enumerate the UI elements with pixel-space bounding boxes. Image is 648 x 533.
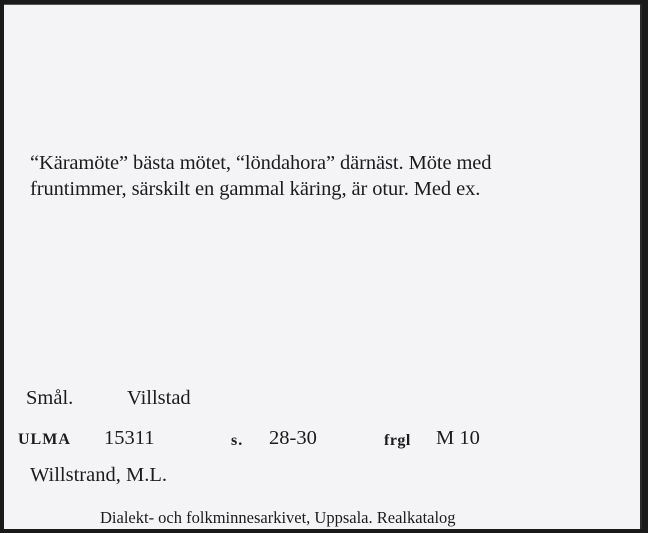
- archive-number: 15311: [104, 427, 155, 449]
- archive-footer: Dialekt- och folkminnesarkivet, Uppsala. Realkatalog: [100, 508, 456, 527]
- place-label: Villstad: [127, 387, 191, 409]
- collector-name: Willstrand, M.L.: [30, 464, 167, 486]
- card-top-border: [4, 4, 642, 5]
- question-value: M 10: [436, 427, 480, 449]
- catalog-card: [4, 4, 642, 529]
- card-text-line-1: “Käramöte” bästa mötet, “löndahora” därnäst. Möte med: [30, 152, 492, 174]
- card-body-text: [30, 150, 630, 202]
- page-range: 28-30: [269, 427, 317, 449]
- question-label: frgl: [384, 432, 411, 449]
- region-label: Smål.: [26, 387, 74, 409]
- page-label: s.: [231, 432, 244, 449]
- archive-label: ULMA: [18, 431, 71, 448]
- card-right-edge: [640, 4, 642, 529]
- card-text-line-2: fruntimmer, särskilt en gammal käring, är otur. Med ex.: [30, 178, 481, 200]
